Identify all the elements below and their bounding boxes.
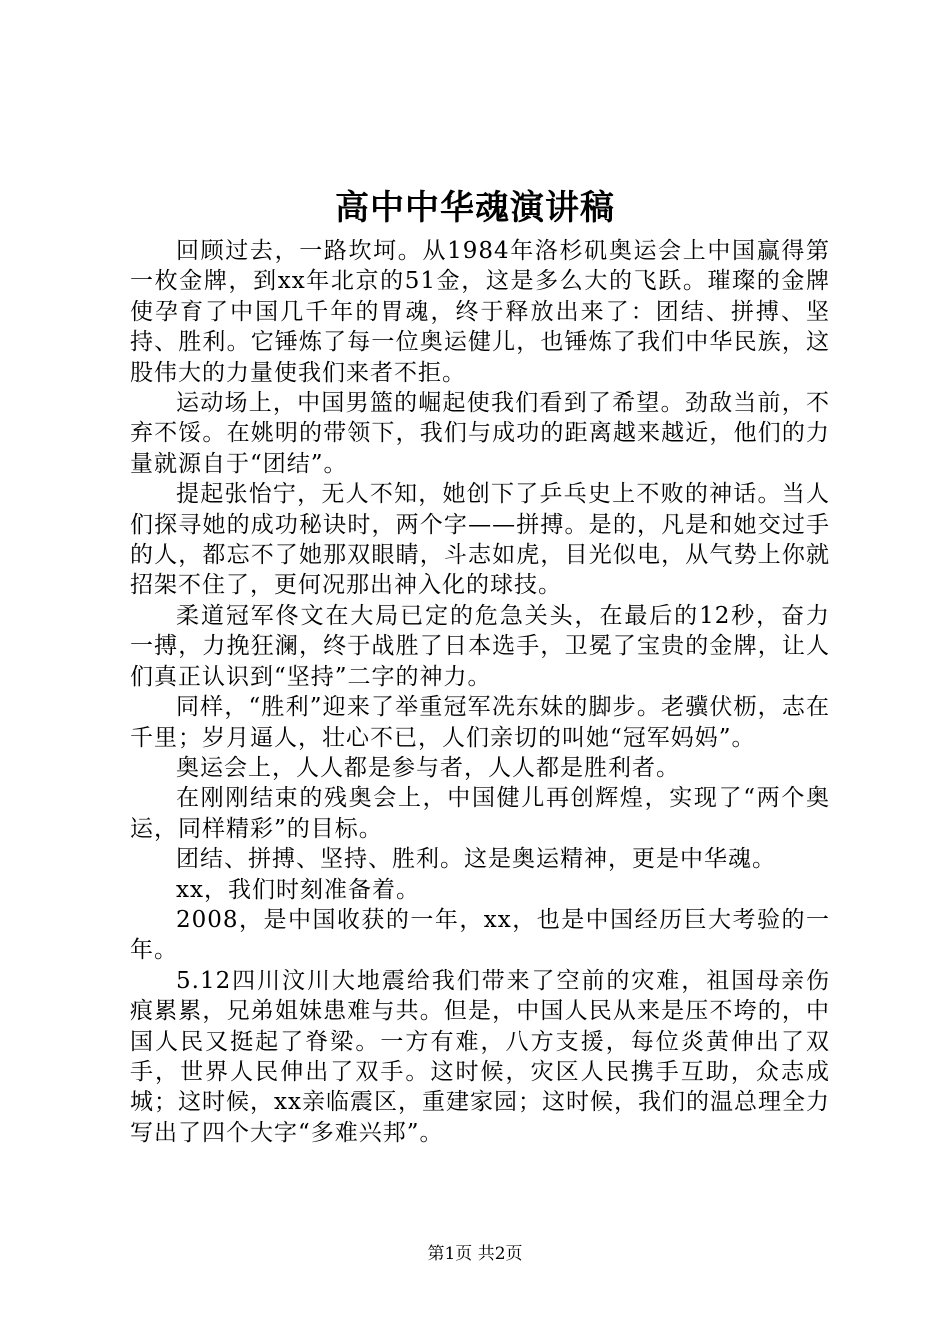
paragraph-5: 同样，“胜利”迎来了举重冠军冼东妹的脚步。老骥伏枥，志在千里；岁月逼人，壮心不已，人们亲切的叫她“冠军妈妈”。	[130, 694, 830, 751]
paragraph-4: 柔道冠军佟文在大局已定的危急关头，在最后的12秒，奋力一搏，力挽狂澜，终于战胜了日本选手，卫冕了宝贵的金牌，让人们真正认识到“坚持”二字的神力。	[130, 602, 830, 690]
paragraph-3: 提起张怡宁，无人不知，她创下了乒乓史上不败的神话。当人们探寻她的成功秘诀时，两个字——拼搏。是的，凡是和她交过手的人，都忘不了她那双眼睛，斗志如虎，目光似电，从气势上你就招架不住了，更何况那出神入化的球技。	[130, 481, 830, 599]
paragraph-10: 2008，是中国收获的一年，xx，也是中国经历巨大考验的一年。	[130, 906, 830, 964]
document-body	[130, 236, 830, 1148]
page-footer: 第1页 共2页	[427, 1244, 523, 1264]
paragraph-9: xx，我们时刻准备着。	[176, 876, 420, 903]
paragraph-7: 在刚刚结束的残奥会上，中国健儿再创辉煌，实现了“两个奥运，同样精彩”的目标。	[130, 785, 830, 842]
paragraph-8: 团结、拼搏、坚持、胜利。这是奥运精神，更是中华魂。	[176, 846, 776, 873]
paragraph-6: 奥运会上，人人都是参与者，人人都是胜利者。	[176, 754, 680, 781]
paragraph-11: 5.12四川汶川大地震给我们带来了空前的灾难，祖国母亲伤痕累累，兄弟姐妹患难与共。但是，中国人民从来是压不垮的，中国人民又挺起了脊梁。一方有难，八方支援，每位炎黄伸出了双手，世界人民伸出了双手。这时候，灾区人民携手互助，众志成城；这时候，xx亲临震区，重建家园；这时候，我们的温总理全力写出了四个大字“多难兴邦”。	[130, 967, 830, 1146]
paragraph-2: 运动场上，中国男篮的崛起使我们看到了希望。劲敌当前，不弃不馁。在姚明的带领下，我们与成功的距离越来越近，他们的力量就源自于“团结”。	[130, 390, 830, 477]
paragraph-1: 回顾过去，一路坎坷。从1984年洛杉矶奥运会上中国赢得第一枚金牌，到xx年北京的51金，这是多么大的飞跃。璀璨的金牌使孕育了中国几千年的胃魂，终于释放出来了：团结、拼搏、坚持、胜利。它锤炼了每一位奥运健儿，也锤炼了我们中华民族，这股伟大的力量使我们来者不拒。	[130, 238, 830, 386]
document-title: 高中中华魂演讲稿	[335, 188, 615, 228]
